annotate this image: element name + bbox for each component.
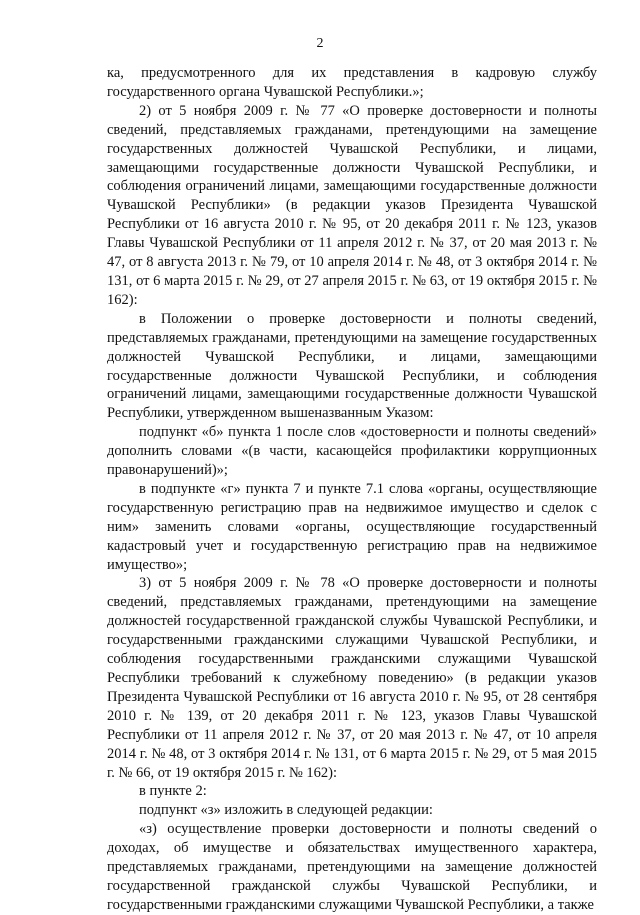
page-number: 2 [316,36,324,51]
paragraph-item-3: 3) от 5 ноября 2009 г. № 78 «О проверке достоверности и полноты сведений, представляемых гражданами, претендующими на замещение должностей государственной гражданской службы Чувашской Республики, и государственными гражданскими служащими Чувашской Республики, и соблюдения государственными гражданскими служащими Чувашской Республики требований к служебному поведению» (в редакции указов Президента Чувашской Республики от 16 августа 2010 г. № 95, от 28 сентября 2010 г. № 139, от 20 декабря 2011 г. № 123, указов Главы Чувашской Республики от 11 апреля 2012 г. № 37, от 20 мая 2013 г. № 47, от 10 апреля 2014 г. № 48, от 3 октября 2014 г. № 131, от 6 марта 2015 г. № 29, от 5 мая 2015 г. № 66, от 19 октября 2015 г. № 162): [107,575,597,781]
paragraph-regulation-intro: в Положении о проверке достоверности и полноты сведений, представляемых гражданами, претендующими на замещение государственных должностей Чувашской Республики, и лицами, замещающими государственные должности Чувашской Республики, и соблюдения ограничений лицами, замещающими государственные должности Чувашской Республики, утвержденном вышеназванным Указом: [107,310,597,422]
paragraph-point-2: в пункте 2: [139,783,207,800]
paragraph-subitem-z-intro: подпункт «з» изложить в следующей редакции: [139,802,433,819]
paragraph-item-2: 2) от 5 ноября 2009 г. № 77 «О проверке достоверности и полноты сведений, представляемых гражданами, претендующими на замещение государственных должностей Чувашской Республики, и лицами, замещающими государственные должности Чувашской Республики, и соблюдения ограничений лицами, замещающими государственные должности Чувашской Республики» (в редакции указов Президента Чувашской Республики от 16 августа 2010 г. № 95, от 20 декабря 2011 г. № 123, указов Главы Чувашской Республики от 11 апреля 2012 г. № 37, от 20 мая 2013 г. № 47, от 8 августа 2013 г. № 79, от 10 апреля 2014 г. № 48, от 3 октября 2014 г. № 131, от 6 марта 2015 г. № 29, от 27 апреля 2015 г. № 63, от 19 октября 2015 г. № 162): [107,102,597,308]
paragraph-subitem-b: подпункт «б» пункта 1 после слов «достоверности и полноты сведений» дополнить словами «(в части, касающейся профилактики коррупционных правонарушений)»; [107,424,597,479]
paragraph-subitem-g: в подпункте «г» пункта 7 и пункте 7.1 слова «органы, осуществляющие государственную регистрацию прав на недвижимое имущество и сделок с ним» заменить словами «органы, осуществляющие государственный кадастровый учет и государственную регистрацию прав на недвижимое имущество»; [107,480,597,573]
paragraph-continuation: ка, предусмотренного для их представления в кадровую службу государственного органа Чувашской Республики.»; [107,65,597,100]
document-body [107,64,597,915]
paragraph-subitem-z-text: «з) осуществление проверки достоверности и полноты сведений о доходах, об имуществе и обязательствах имущественного характера, представляемых гражданами, претендующими на замещение должностей государственной гражданской службы Чувашской Республики, и государственными гражданскими служащими Чувашской Республики, а также [107,821,597,913]
